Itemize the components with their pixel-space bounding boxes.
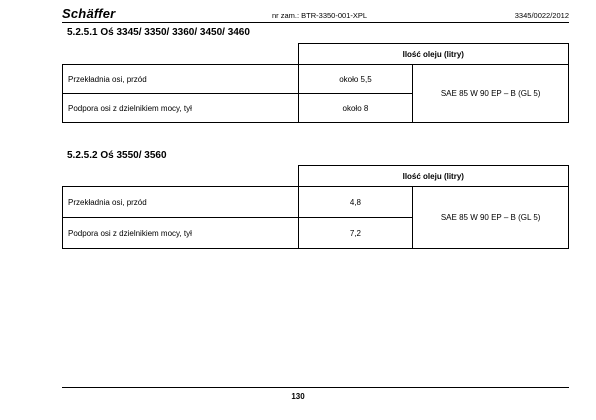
oil-quantity: 7,2 xyxy=(298,218,413,249)
oil-quantity: 4,8 xyxy=(298,187,413,218)
row-label: Podpora osi z dzielnikiem mocy, tył xyxy=(63,94,299,123)
brand-logo: Schäffer xyxy=(62,6,116,21)
oil-type: SAE 85 W 90 EP – B (GL 5) xyxy=(413,65,569,123)
row-label: Podpora osi z dzielnikiem mocy, tył xyxy=(63,218,299,249)
table-header-row xyxy=(63,44,569,65)
table-header-row xyxy=(63,166,569,187)
page-header xyxy=(62,8,569,22)
oil-quantity: około 8 xyxy=(298,94,413,123)
order-number: nr zam.: BTR-3350-001-XPL xyxy=(272,11,368,20)
column-header: Ilość oleju (litry) xyxy=(298,44,568,65)
row-label: Przekładnia osi, przód xyxy=(63,187,299,218)
table-row xyxy=(63,187,569,218)
header-empty-cell xyxy=(63,166,299,187)
page-number: 130 xyxy=(291,392,305,401)
row-label: Przekładnia osi, przód xyxy=(63,65,299,94)
document-code: 3345/0022/2012 xyxy=(514,11,569,20)
oil-table-1 xyxy=(62,43,569,123)
footer-divider xyxy=(62,387,569,388)
header-empty-cell xyxy=(63,44,299,65)
column-header: Ilość oleju (litry) xyxy=(298,166,568,187)
section-title-1: 5.2.5.1 Oś 3345/ 3350/ 3360/ 3450/ 3460 xyxy=(67,27,250,38)
oil-type: SAE 85 W 90 EP – B (GL 5) xyxy=(413,187,569,249)
table-row xyxy=(63,65,569,94)
oil-quantity: około 5,5 xyxy=(298,65,413,94)
oil-table-2 xyxy=(62,165,569,249)
section-title-2: 5.2.5.2 Oś 3550/ 3560 xyxy=(67,150,167,161)
header-divider xyxy=(62,22,569,23)
